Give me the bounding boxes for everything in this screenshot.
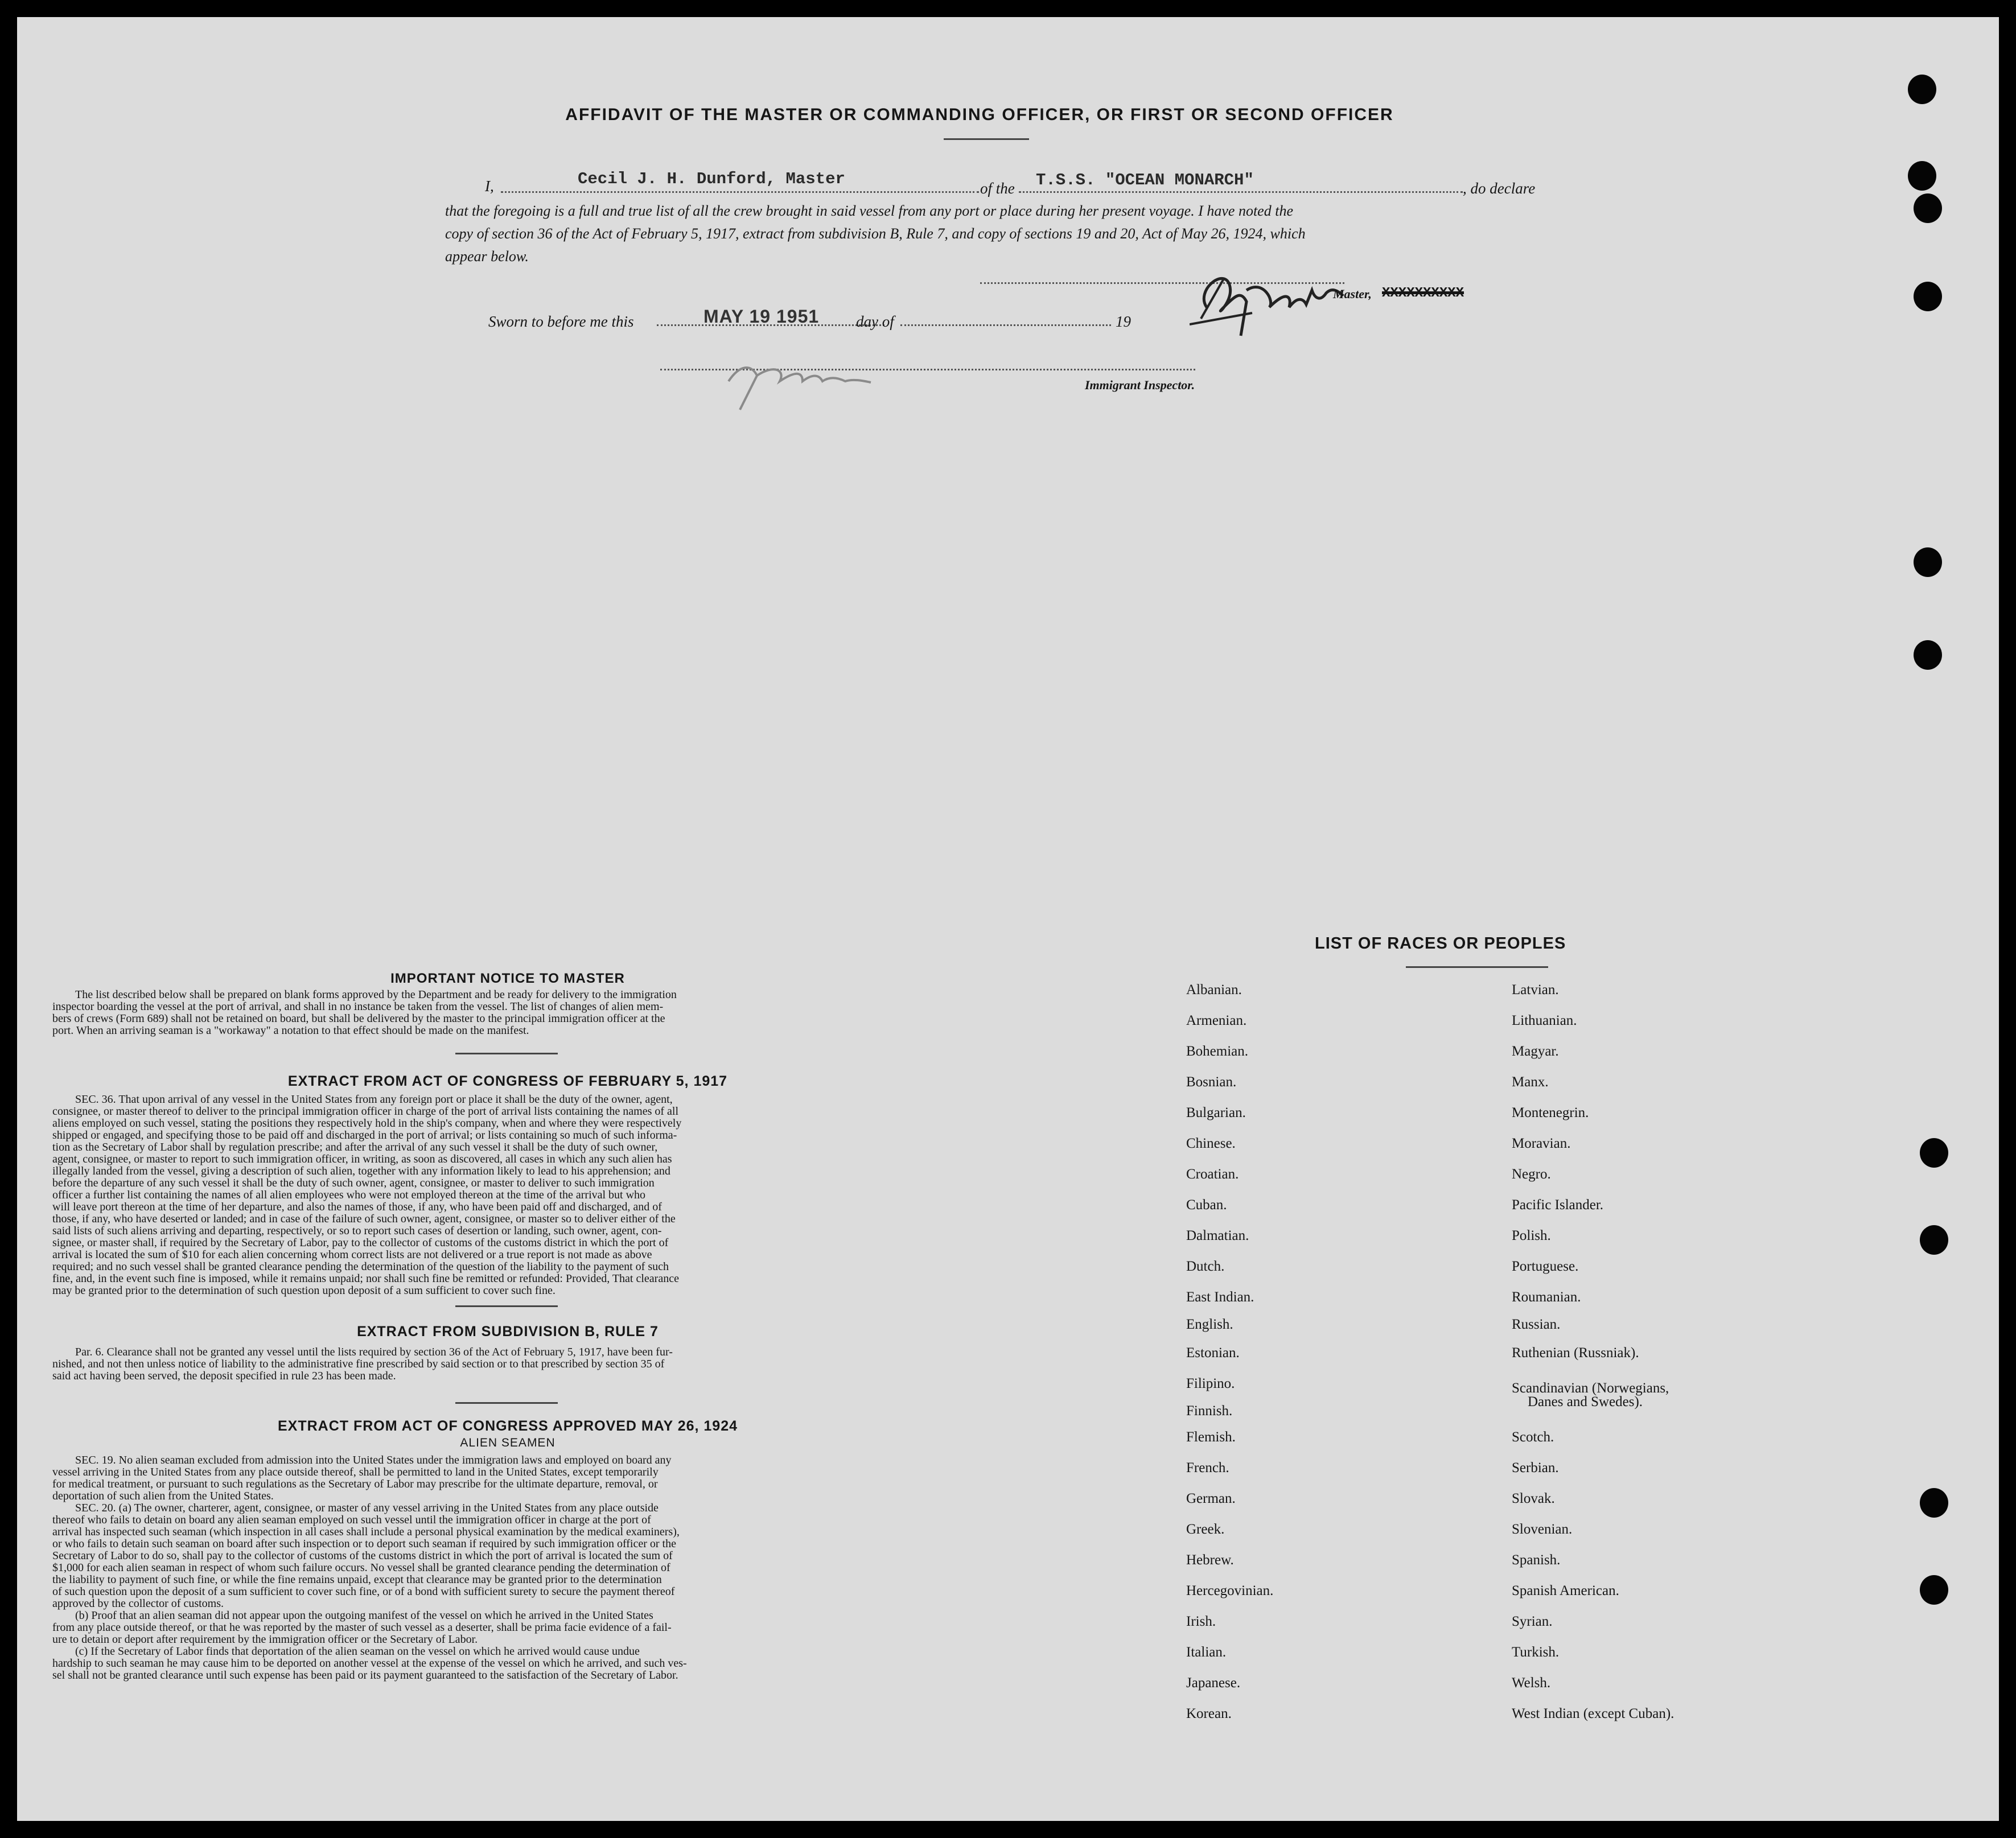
- race-item: Croatian.: [1186, 1167, 1239, 1182]
- race-item: West Indian (except Cuban).: [1512, 1706, 1674, 1721]
- punch-hole-mark: [1914, 282, 1942, 311]
- extract-line: or who fails to detain such seaman on board after such inspection or to deport such seaman if required by such immigration officer or the: [52, 1538, 676, 1550]
- race-item: Slovak.: [1512, 1491, 1555, 1506]
- race-item: Armenian.: [1186, 1013, 1247, 1028]
- extract-line: illegally landed from the vessel, giving a description of such alien, together with any information likely to lead to his apprehension; and: [52, 1165, 670, 1177]
- race-item: Roumanian.: [1512, 1289, 1581, 1305]
- extract-line: from any place outside thereof, or that he was reported by the master of such vessel as a deserter, shall be prima facie evidence of a fail-: [52, 1621, 672, 1634]
- punch-hole-mark: [1920, 1488, 1948, 1518]
- extract-line: hardship to such seaman he may cause him to be deported on another vessel at the expense of the vessel on which he arrived, and such ves-: [52, 1657, 687, 1670]
- race-item: East Indian.: [1186, 1289, 1254, 1305]
- inspector-signature-mark: [717, 347, 888, 415]
- extract-1924-title: EXTRACT FROM ACT OF CONGRESS APPROVED MAY 26, 1924: [277, 1418, 738, 1434]
- race-item: Flemish.: [1186, 1429, 1236, 1445]
- race-item: Hercegovinian.: [1186, 1583, 1274, 1598]
- race-item: Spanish American.: [1512, 1583, 1619, 1598]
- extract-line: agent, consignee, or master to report to such immigration officer, in writing, as soon as discovered, all cases in which any such alien has: [52, 1153, 672, 1165]
- extract-1924-text: [52, 1454, 963, 1682]
- extract-line: signee, or master shall, if required by the Secretary of Labor, pay to the collector of customs of the customs district in which the port of: [52, 1237, 669, 1249]
- race-item: Latvian.: [1512, 982, 1559, 998]
- race-item: Portuguese.: [1512, 1259, 1579, 1274]
- race-item: Hebrew.: [1186, 1552, 1234, 1568]
- punch-hole-mark: [1908, 161, 1936, 191]
- section-divider: [455, 1402, 558, 1404]
- race-item: Korean.: [1186, 1706, 1232, 1721]
- extract-line: aliens employed on such vessel, stating the positions they respectively hold in the ship's company, when and where they were respectively: [52, 1117, 682, 1130]
- notice-line: The list described below shall be prepared on blank forms approved by the Department and be ready for delivery to the immigration: [75, 988, 677, 1001]
- extract-line: arrival is located the sum of $10 for each alien concerning whom correct lists are not delivered or a true report is not made as above: [52, 1248, 652, 1261]
- immigrant-inspector-label: Immigrant Inspector.: [1085, 378, 1195, 392]
- notice-line: port. When an arriving seaman is a "workaway" a notation to that effect should be made on the manifest.: [52, 1024, 529, 1037]
- race-item: Cuban.: [1186, 1197, 1227, 1213]
- extract-line: tion as the Secretary of Labor shall by regulation prescribe; and after the arrival of any such vessel it shall be the duty of such owner,: [52, 1141, 658, 1153]
- name-blank-line: [501, 191, 979, 193]
- i-label: I,: [485, 178, 494, 195]
- extract-rule7-text: [52, 1346, 963, 1382]
- race-item: Bosnian.: [1186, 1074, 1237, 1090]
- notice-title: IMPORTANT NOTICE TO MASTER: [390, 971, 625, 986]
- document-page: [17, 17, 1999, 1821]
- race-item: Greek.: [1186, 1522, 1225, 1537]
- title-divider: [944, 138, 1029, 140]
- extract-line: consignee, or master thereof to deliver to the principal immigration officer in charge of the port of arrival lists containing the names of all: [52, 1105, 679, 1118]
- date-stamp: MAY 19 1951: [703, 306, 820, 327]
- race-item: Magyar.: [1512, 1044, 1559, 1059]
- race-item: Manx.: [1512, 1074, 1549, 1090]
- punch-hole-mark: [1914, 640, 1942, 670]
- extract-line: thereof who fails to detain on board any alien seaman employed on such vessel until the immigration officer in charge at the port of: [52, 1514, 651, 1526]
- extract-line: SEC. 19. No alien seaman excluded from admission into the United States under the immigration laws and employed on board any: [75, 1454, 672, 1466]
- affidavit-text-line: appear below.: [445, 248, 529, 265]
- extract-line: the liability to payment of such fine, or while the fine remains unpaid, except that clearance may be granted prior to the determination: [52, 1573, 662, 1586]
- extract-line: may be granted prior to the determination of such question upon deposit of a sum sufficient to cover such fine.: [52, 1284, 556, 1297]
- extract-1917-text: [52, 1094, 963, 1297]
- race-item: Welsh.: [1512, 1675, 1551, 1691]
- races-title: LIST OF RACES OR PEOPLES: [1315, 934, 1566, 953]
- extract-line: before the departure of any such vessel it shall be the duty of such owner, agent, consignee, or master to deliver to such immigration: [52, 1177, 655, 1189]
- extract-line: of such question upon the deposit of a sum sufficient to cover such fine, or of a bond with sufficient surety to secure the payment thereof: [52, 1585, 675, 1598]
- race-item: Syrian.: [1512, 1614, 1553, 1629]
- extract-line: SEC. 36. That upon arrival of any vessel in the United States from any foreign port or place it shall be the duty of the owner, agent,: [75, 1093, 673, 1106]
- race-item: Lithuanian.: [1512, 1013, 1577, 1028]
- extract-line: fine, and, in the event such fine is imposed, while it remains unpaid; nor shall such fine be remitted or refunded: Provided, That clearance: [52, 1272, 679, 1285]
- extract-line: (b) Proof that an alien seaman did not appear upon the outgoing manifest of the vessel on which he arrived in the United States: [75, 1609, 653, 1622]
- extract-line: Secretary of Labor to do so, shall pay to the collector of customs of the customs district in which the port of arrival is located the sum of: [52, 1549, 673, 1562]
- race-item: Estonian.: [1186, 1345, 1240, 1361]
- struck-officer-title: XXXXXXXXXX: [1382, 286, 1464, 301]
- page-title: AFFIDAVIT OF THE MASTER OR COMMANDING OFFICER, OR FIRST OR SECOND OFFICER: [565, 105, 1394, 124]
- race-item: Slovenian.: [1512, 1522, 1573, 1537]
- vessel-name-value: T.S.S. "OCEAN MONARCH": [1036, 171, 1254, 189]
- race-item: Albanian.: [1186, 982, 1242, 998]
- notice-line: bers of crews (Form 689) shall not be retained on board, but shall be delivered by the master to the principal immigration officer at the: [52, 1012, 665, 1025]
- punch-hole-mark: [1920, 1575, 1948, 1605]
- extract-line: for medical treatment, or pursuant to such regulations as the Secretary of Labor may prescribe for the ultimate departure, removal, or: [52, 1478, 658, 1490]
- extract-line: nished, and not then unless notice of liability to the administrative fine prescribed by said section or to that prescribed by section 35 of: [52, 1358, 665, 1370]
- affidavit-text-line: copy of section 36 of the Act of February 5, 1917, extract from subdivision B, Rule 7, and copy of sections 19 and 20, Act of May 26, 1924, which: [445, 225, 1306, 242]
- extract-line: said lists of such aliens arriving and departing, respectively, or so to report such cases of desertion or landing, such owner, agent, con-: [52, 1225, 662, 1237]
- race-item: Bulgarian.: [1186, 1105, 1246, 1120]
- race-item: Dutch.: [1186, 1259, 1225, 1274]
- extract-line: Par. 6. Clearance shall not be granted any vessel until the lists required by section 36 of the Act of February 5, 1917, have been fur-: [75, 1346, 673, 1358]
- of-the-label: of the: [980, 180, 1015, 197]
- extract-1917-title: EXTRACT FROM ACT OF CONGRESS OF FEBRUARY 5, 1917: [287, 1073, 728, 1089]
- race-item: Pacific Islander.: [1512, 1197, 1604, 1213]
- extract-line: will leave port thereon at the time of her departure, and also the names of those, if any, who have been paid off and discharged, and of: [52, 1201, 662, 1213]
- extract-line: deportation of such alien from the United States.: [52, 1490, 274, 1502]
- race-item: Chinese.: [1186, 1136, 1236, 1151]
- year-prefix: 19: [1116, 313, 1131, 330]
- race-item: Finnish.: [1186, 1403, 1233, 1419]
- race-item: Russian.: [1512, 1317, 1561, 1332]
- master-name-value: Cecil J. H. Dunford, Master: [578, 170, 845, 188]
- extract-rule7-title: EXTRACT FROM SUBDIVISION B, RULE 7: [357, 1324, 659, 1340]
- punch-hole-mark: [1914, 193, 1942, 223]
- extract-line: shipped or engaged, and specifying those to be paid off and discharged in the port of arrival; or lists containing so much of such informa-: [52, 1129, 677, 1141]
- race-item: Japanese.: [1186, 1675, 1241, 1691]
- race-item: French.: [1186, 1460, 1229, 1476]
- extract-line: officer a further list containing the names of all alien employees who were not employed thereon at the time of the arrival but who: [52, 1189, 646, 1201]
- day-of-label: day of: [856, 313, 894, 330]
- race-item: Turkish.: [1512, 1645, 1560, 1660]
- extract-line: sel shall not be granted clearance until such expense has been paid or its payment guaranteed to the satisfaction of the Secretary of Labor.: [52, 1669, 678, 1682]
- race-item: English.: [1186, 1317, 1233, 1332]
- race-item: Bohemian.: [1186, 1044, 1249, 1059]
- race-item: Danes and Swedes).: [1528, 1394, 1643, 1410]
- race-item: Polish.: [1512, 1228, 1551, 1243]
- master-signature-mark: [1190, 256, 1360, 347]
- extract-line: vessel arriving in the United States from any place outside thereof, shall be permitted to land in the United States, except temporarily: [52, 1466, 659, 1478]
- section-divider: [455, 1305, 558, 1307]
- race-item: Scotch.: [1512, 1429, 1554, 1445]
- extract-line: (c) If the Secretary of Labor finds that deportation of the alien seaman on the vessel on which he arrived would cause undue: [75, 1645, 640, 1658]
- section-divider: [455, 1053, 558, 1054]
- race-item: Negro.: [1512, 1167, 1551, 1182]
- month-blank-line: [900, 324, 1111, 326]
- race-item: Ruthenian (Russniak).: [1512, 1345, 1639, 1361]
- extract-line: those, if any, who have deserted or landed; and in case of the failure of such owner, agent, consignee, or master so to deliver either of the: [52, 1213, 676, 1225]
- extract-line: $1,000 for each alien seaman in respect of whom such failure occurs. No vessel shall be granted clearance pending the determination of: [52, 1561, 670, 1574]
- notice-line: inspector boarding the vessel at the port of arrival, and shall in no instance be taken from the vessel. The list of changes of alien mem-: [52, 1000, 664, 1013]
- race-item: Scandinavian (Norwegians,: [1512, 1380, 1669, 1396]
- vessel-blank-line: [1019, 191, 1463, 193]
- race-item: Montenegrin.: [1512, 1105, 1589, 1120]
- race-item: Dalmatian.: [1186, 1228, 1249, 1243]
- punch-hole-mark: [1914, 547, 1942, 577]
- master-label: Master,: [1333, 287, 1372, 301]
- race-item: Spanish.: [1512, 1552, 1561, 1568]
- race-item: Italian.: [1186, 1645, 1227, 1660]
- affidavit-text-line: that the foregoing is a full and true list of all the crew brought in said vessel from any port or place during her present voyage. I have noted the: [445, 203, 1293, 219]
- alien-seamen-subtitle: ALIEN SEAMEN: [460, 1436, 556, 1449]
- race-item: Irish.: [1186, 1614, 1216, 1629]
- punch-hole-mark: [1920, 1225, 1948, 1255]
- extract-line: arrival has inspected such seaman (which inspection in all cases shall include a personal physical examination by the medical examiners),: [52, 1526, 680, 1538]
- race-item: German.: [1186, 1491, 1236, 1506]
- race-item: Serbian.: [1512, 1460, 1559, 1476]
- notice-text: [52, 989, 963, 1037]
- race-item: Filipino.: [1186, 1376, 1235, 1391]
- extract-line: said act having been served, the deposit specified in rule 23 has been made.: [52, 1370, 396, 1382]
- punch-hole-mark: [1920, 1138, 1948, 1168]
- extract-line: required; and no such vessel shall be granted clearance pending the determination of the question of the liability to the payment of such: [52, 1260, 669, 1273]
- extract-line: ure to detain or deport after requirement by the immigration officer or the Secretary of Labor.: [52, 1633, 478, 1646]
- races-divider: [1406, 966, 1548, 968]
- punch-hole-mark: [1908, 75, 1936, 104]
- race-item: Moravian.: [1512, 1136, 1571, 1151]
- sworn-label: Sworn to before me this: [488, 313, 634, 330]
- extract-line: SEC. 20. (a) The owner, charterer, agent, consignee, or master of any vessel arriving in the United States from any place outside: [75, 1502, 659, 1514]
- extract-line: approved by the collector of customs.: [52, 1597, 224, 1610]
- do-declare-label: , do declare: [1463, 180, 1536, 197]
